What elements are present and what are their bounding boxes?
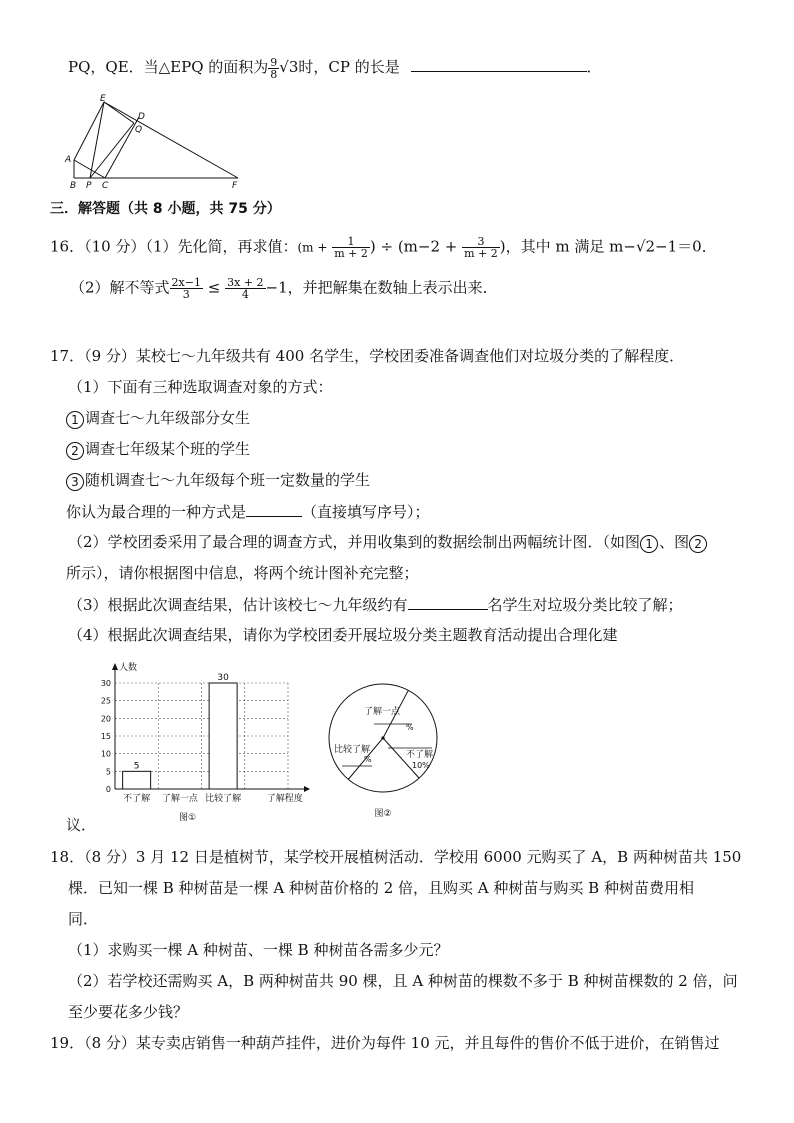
bar	[123, 771, 151, 789]
circled-3: 3	[66, 473, 84, 491]
bar-data-label: 5	[133, 761, 140, 772]
q17-stem: 17．（9 分）某校七～九年级共有 400 名学生，学校团委准备调查他们对垃圾分类的了解程度．	[50, 347, 685, 365]
pie-value-fairly-understand: %	[364, 755, 372, 764]
pie-label-understand-a-little: 了解一点	[364, 707, 401, 717]
option-2-text: 调查七年级某个班的学生	[85, 440, 251, 458]
q17-part2-line2: 所示），请你根据图中信息，将两个统计图补充完整；	[66, 564, 419, 582]
q17-part3-tail: 名学生对垃圾分类比较了解；	[487, 596, 683, 614]
q18-part1: （1）求购买一棵 A 种树苗、一棵 B 种树苗各需多少元？	[68, 941, 449, 959]
circled-fig-1: 1	[640, 535, 658, 553]
line-AE	[74, 102, 104, 160]
pie-value-not-understand: 10%	[412, 761, 430, 770]
q18-part2-line2: 至少要花多少钱？	[68, 1003, 189, 1021]
q16-frac1	[332, 236, 370, 259]
q15-frac-num: 9	[270, 55, 278, 69]
y-tick-label: 25	[100, 696, 111, 706]
q18-line3: 同．	[68, 910, 99, 928]
q16-line2	[70, 277, 498, 300]
section-title: 三．解答题（共 8 小题，共 75 分）	[50, 201, 281, 217]
q17-part4-end: 议．	[66, 816, 97, 834]
bar	[209, 683, 237, 789]
line-CD	[105, 117, 139, 178]
q18-line2: 棵．已知一棵 B 种树苗是一棵 A 种树苗价格的 2 倍，且购买 A 种树苗与购买 B 种树苗费用相	[68, 879, 694, 897]
q16-frac2-den: m + 2	[464, 247, 498, 260]
q17-part2-line1	[68, 532, 708, 553]
q15-sqrt: √3	[279, 58, 299, 76]
line-AC	[74, 160, 105, 178]
label-Q: Q	[135, 125, 143, 135]
y-tick-label: 5	[105, 767, 111, 777]
x-tick-label: 不了解	[123, 794, 151, 804]
pie-center	[381, 736, 384, 739]
circled-1: 1	[66, 411, 84, 429]
q15-frac-den: 8	[270, 67, 278, 81]
line-EQ	[104, 102, 134, 123]
q16-frac4-num: 3x + 2	[227, 276, 264, 289]
q17-ask-hint: （直接填写序号）；	[302, 503, 430, 521]
q16-frac1-num: 1	[332, 236, 370, 248]
q16-frac3-num: 2x−1	[171, 276, 201, 289]
q17-option-2	[66, 439, 250, 460]
q17-part1-ask	[66, 501, 430, 522]
y-tick-label: 20	[100, 714, 111, 724]
circled-2: 2	[66, 442, 84, 460]
x-tick-label: 了解一点	[161, 794, 198, 804]
q17-option-1	[66, 408, 250, 429]
q16-expr-a: (m +	[297, 240, 328, 255]
bar-data-label: 30	[217, 673, 229, 683]
q17-part3	[68, 594, 683, 615]
label-F: F	[232, 181, 238, 191]
line-EF	[104, 102, 238, 178]
line-PQ	[90, 123, 134, 178]
geometry-figure	[62, 92, 246, 192]
q18-line1: 18．（8 分）3 月 12 日是植树节，某学校开展植树活动．学校用 6000 元购买了 A，B 两种树苗共 150	[50, 848, 742, 866]
q17-part2-mid: 、图	[659, 533, 690, 551]
q17-answer-blank-1[interactable]	[246, 501, 302, 517]
q16-frac2	[462, 236, 500, 259]
q16-part1-label: 16．（10 分）（1）先化简，再求值：	[50, 237, 298, 256]
q17-ask-text: 你认为最合理的一种方式是	[66, 503, 247, 521]
q16-line1	[50, 236, 717, 259]
q15-suffix: 时，CP 的长是	[298, 58, 400, 76]
q16-frac1-den: m + 2	[334, 247, 368, 260]
q16-part2-label: （2）解不等式	[70, 278, 170, 297]
option-3-text: 随机调查七～九年级每个班一定数量的学生	[85, 471, 371, 489]
x-axis-arrow	[304, 786, 310, 792]
q16-frac4-den: 4	[241, 288, 249, 301]
q15-line	[68, 56, 602, 80]
q15-fraction	[268, 57, 279, 80]
x-axis-label: 了解程度	[266, 794, 303, 804]
label-E: E	[100, 94, 106, 104]
pie-chart	[328, 668, 440, 820]
label-C: C	[102, 181, 109, 191]
label-B: B	[70, 181, 77, 191]
pie-label-not-understand: 不了解	[406, 750, 434, 760]
q16-frac4	[225, 277, 265, 300]
q16-frac3	[170, 277, 203, 300]
q16-frac3-den: 3	[182, 288, 190, 301]
pie-chart-caption: 图②	[374, 809, 392, 819]
q15-end: ．	[586, 58, 602, 76]
q16-expr-b: ) ÷ (m−2 +	[369, 237, 458, 256]
q17-answer-blank-3[interactable]	[408, 594, 488, 610]
q18-part2-line1: （2）若学校还需购买 A，B 两种树苗共 90 棵，且 A 种树苗的棵数不多于 B 种树苗棵数的 2 倍，问	[68, 972, 738, 990]
option-1-text: 调查七～九年级部分女生	[85, 409, 251, 427]
label-D: D	[138, 112, 145, 122]
circled-fig-2: 2	[689, 535, 707, 553]
q16-condition: )，其中 m 满足 m−√2−1＝0．	[499, 237, 717, 256]
y-tick-label: 15	[100, 732, 111, 741]
y-tick-label: 0	[105, 785, 111, 794]
y-axis-arrow	[112, 663, 118, 670]
q16-leq: ≤	[207, 278, 221, 297]
q16-tail: −1，并把解集在数轴上表示出来．	[265, 278, 498, 297]
label-A: A	[65, 155, 72, 165]
y-axis-label: 人数	[119, 663, 138, 673]
bar-chart	[90, 658, 330, 828]
x-tick-label: 比较了解	[205, 794, 242, 804]
pie-value-understand-a-little: %	[406, 723, 414, 732]
q15-prefix: PQ，QE．当△EPQ 的面积为	[68, 58, 269, 76]
q19-line1: 19．（8 分）某专卖店销售一种葫芦挂件，进价为每件 10 元，并且每件的售价不低于进价，在销售过	[50, 1034, 720, 1052]
q17-part4: （4）根据此次调查结果，请你为学校团委开展垃圾分类主题教育活动提出合理化建	[68, 626, 618, 644]
bar-chart-caption: 图①	[178, 813, 197, 823]
label-P: P	[86, 181, 92, 191]
q17-part1: （1）下面有三种选取调查对象的方式：	[68, 378, 333, 396]
q17-option-3	[66, 470, 370, 491]
q17-part2-text: （2）学校团委采用了最合理的调查方式，并用收集到的数据绘制出两幅统计图．（如图	[68, 533, 641, 551]
q16-frac2-num: 3	[462, 236, 500, 248]
q17-part3-text: （3）根据此次调查结果，估计该校七～九年级约有	[68, 596, 408, 614]
line-EP	[90, 102, 104, 178]
y-tick-label: 30	[100, 679, 111, 688]
q15-answer-blank[interactable]	[411, 56, 587, 72]
pie-label-fairly-understand: 比较了解	[334, 745, 371, 755]
y-tick-label: 10	[100, 749, 111, 759]
